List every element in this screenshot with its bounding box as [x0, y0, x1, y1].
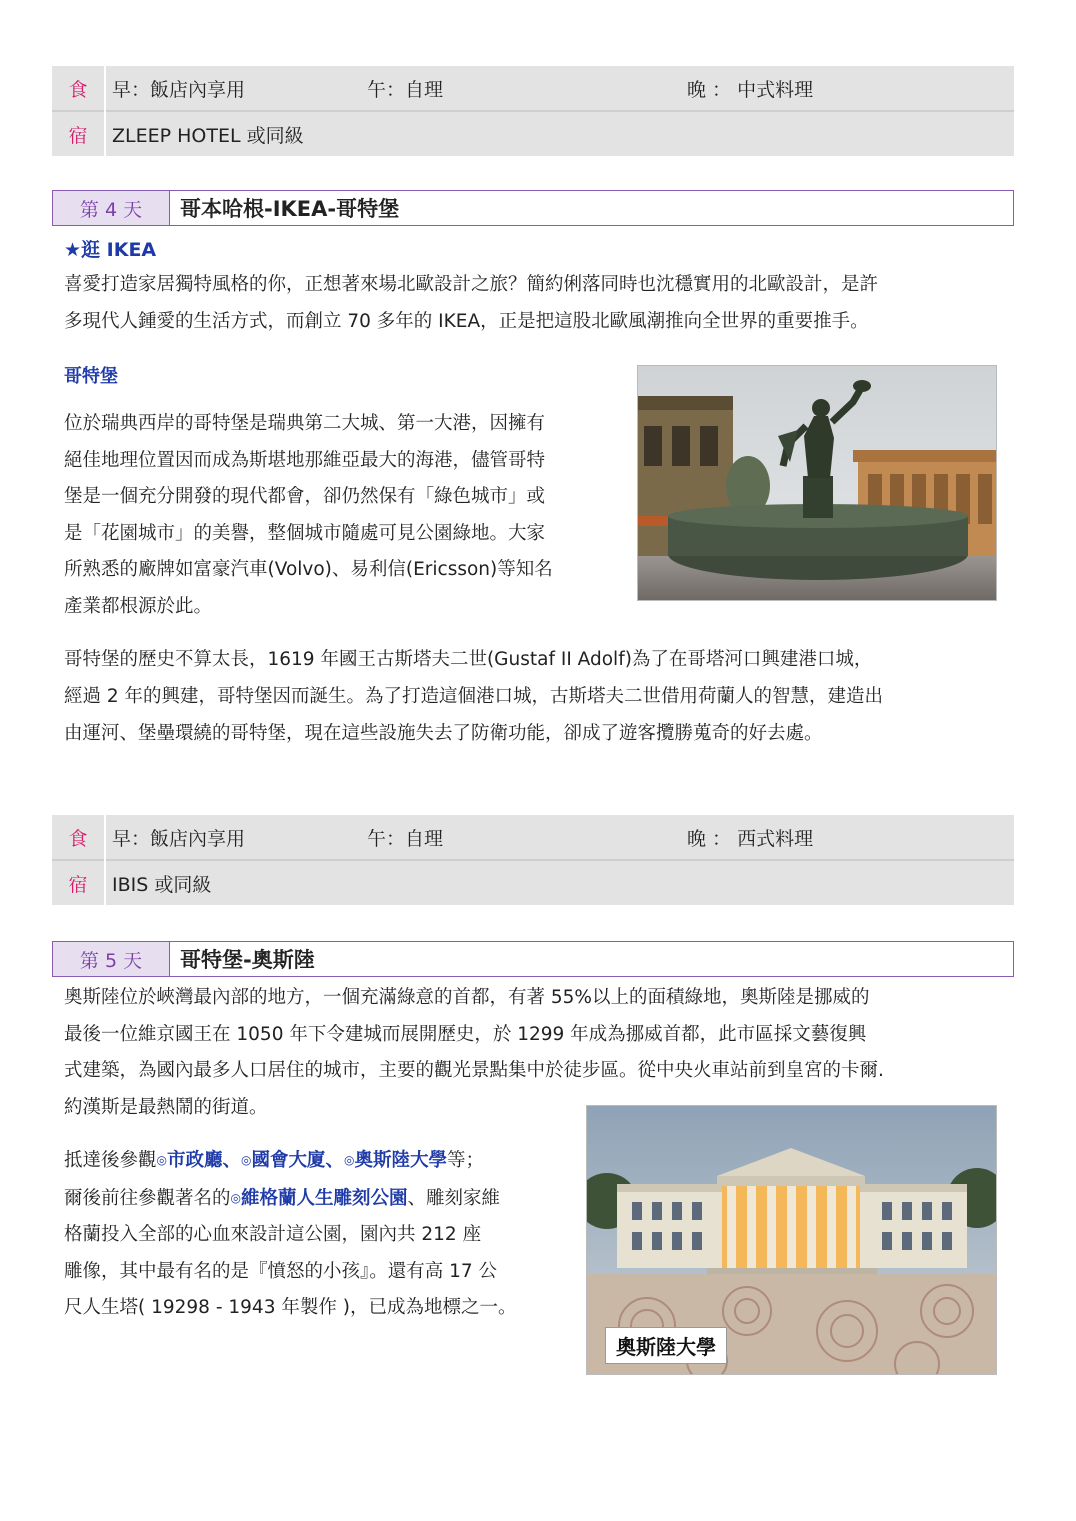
text-line: 最後一位維京國王在 1050 年下令建城而展開歷史，於 1299 年成為挪威首都，此市區採文藝復興: [64, 1023, 867, 1045]
bullet-icon: ◎: [344, 1153, 355, 1167]
text-line: 經過 2 年的興建，哥特堡因而誕生。為了打造這個港口城，古斯塔夫二世借用荷蘭人的智慧，建造出: [64, 686, 884, 707]
meal-table-2: [52, 815, 1014, 905]
breakfast-cell: 早：飯店內享用: [112, 78, 246, 101]
attraction-university: 奧斯陸大學: [354, 1150, 448, 1171]
text-line: 式建築，為國內最多人口居住的城市，主要的觀光景點集中於徒步區。從中央火車站前到皇宮的卡爾.: [64, 1060, 884, 1081]
photo-caption: 奧斯陸大學: [605, 1327, 727, 1364]
ikea-line-1: 喜愛打造家居獨特風格的你，正想著來場北歐設計之旅？簡約俐落同時也沈穩實用的北歐設計，是許: [64, 274, 879, 295]
bullet-icon: ◎: [241, 1153, 252, 1167]
text-line: 絕佳地理位置因而成為斯堪地那維亞最大的海港，儘管哥特: [64, 449, 546, 471]
lodging-label: 宿: [52, 860, 105, 905]
hotel-cell: IBIS 或同級: [105, 860, 1014, 905]
poseidon-statue-photo: [637, 365, 997, 601]
gothenburg-paragraph: [64, 406, 634, 625]
text-line: 位於瑞典西岸的哥特堡是瑞典第二大城、第一大港，因擁有: [64, 413, 546, 434]
text-line: 是「花園城市」的美譽，整個城市隨處可見公園綠地。大家: [64, 522, 546, 544]
text-line: 格蘭投入全部的心血來設計這公園，園內共 212 座: [64, 1224, 482, 1245]
bullet-icon: ◎: [230, 1190, 241, 1205]
text-line: 奧斯陸位於峽灣最內部的地方，一個充滿綠意的首都，有著 55%以上的面積綠地，奧斯陸是挪威的: [64, 987, 870, 1008]
text-line: 爾後前往參觀著名的◎維格蘭人生雕刻公園、雕刻家維: [64, 1187, 501, 1209]
visit-paragraph: [64, 1142, 574, 1327]
meal-table-1: [52, 66, 1014, 156]
lodging-label: 宿: [52, 111, 105, 156]
history-paragraph: [64, 641, 883, 752]
gothenburg-heading: 哥特堡: [64, 366, 118, 387]
text-line: 雕像，其中最有名的是『憤怒的小孩』。還有高 17 公: [64, 1260, 498, 1282]
ikea-heading: ★逛 IKEA: [64, 239, 157, 261]
breakfast-cell: 早：飯店內享用: [112, 827, 246, 850]
attraction-city-hall: 市政廳: [167, 1150, 223, 1171]
text-line: 由運河、堡壘環繞的哥特堡，現在這些設施失去了防衛功能，卻成了遊客攬勝蒐奇的好去處。: [64, 723, 823, 744]
day4-header: [52, 190, 1014, 226]
text-line: 堡是一個充分開發的現代都會，卻仍然保有「綠色城市」或: [64, 486, 546, 507]
food-label: 食: [52, 66, 105, 111]
day-number: 第 4 天: [53, 191, 170, 225]
attraction-vigeland-park: 維格蘭人生雕刻公園: [241, 1187, 408, 1209]
text-line: 抵達後參觀◎市政廳、◎國會大廈、◎奧斯陸大學等；: [64, 1150, 485, 1171]
food-label: 食: [52, 815, 105, 860]
day-title: 哥特堡-奧斯陸: [180, 948, 315, 972]
day5-header: [52, 941, 1014, 977]
ikea-line-2: 多現代人鍾愛的生活方式，而創立 70 多年的 IKEA，正是把這股北歐風潮推向全世界的重要推手。: [64, 311, 869, 332]
day-title: 哥本哈根-IKEA-哥特堡: [180, 197, 400, 221]
hotel-cell: ZLEEP HOTEL 或同級: [105, 111, 1014, 156]
dinner-cell: 晚 ： 西式料理: [687, 827, 814, 850]
text-line: 哥特堡的歷史不算太長，1619 年國王古斯塔夫二世(Gustaf II Adolf)為了在哥塔河口興建港口城，: [64, 649, 873, 670]
day-number: 第 5 天: [53, 942, 170, 976]
lunch-cell: 午：自理: [367, 78, 444, 101]
dinner-cell: 晚 ： 中式料理: [687, 78, 814, 101]
bullet-icon: ◎: [156, 1153, 167, 1167]
text-line: 產業都根源於此。: [64, 595, 213, 617]
text-line: 尺人生塔( 19298 - 1943 年製作 )，已成為地標之一。: [64, 1297, 517, 1318]
oslo-university-photo: [586, 1105, 997, 1375]
attraction-parliament: 國會大廈: [251, 1150, 326, 1171]
text-line: 約漢斯是最熱鬧的街道。: [64, 1096, 268, 1118]
lunch-cell: 午：自理: [367, 827, 444, 850]
text-line: 所熟悉的廠牌如富豪汽車(Volvo)、易利信(Ericsson)等知名: [64, 559, 553, 580]
